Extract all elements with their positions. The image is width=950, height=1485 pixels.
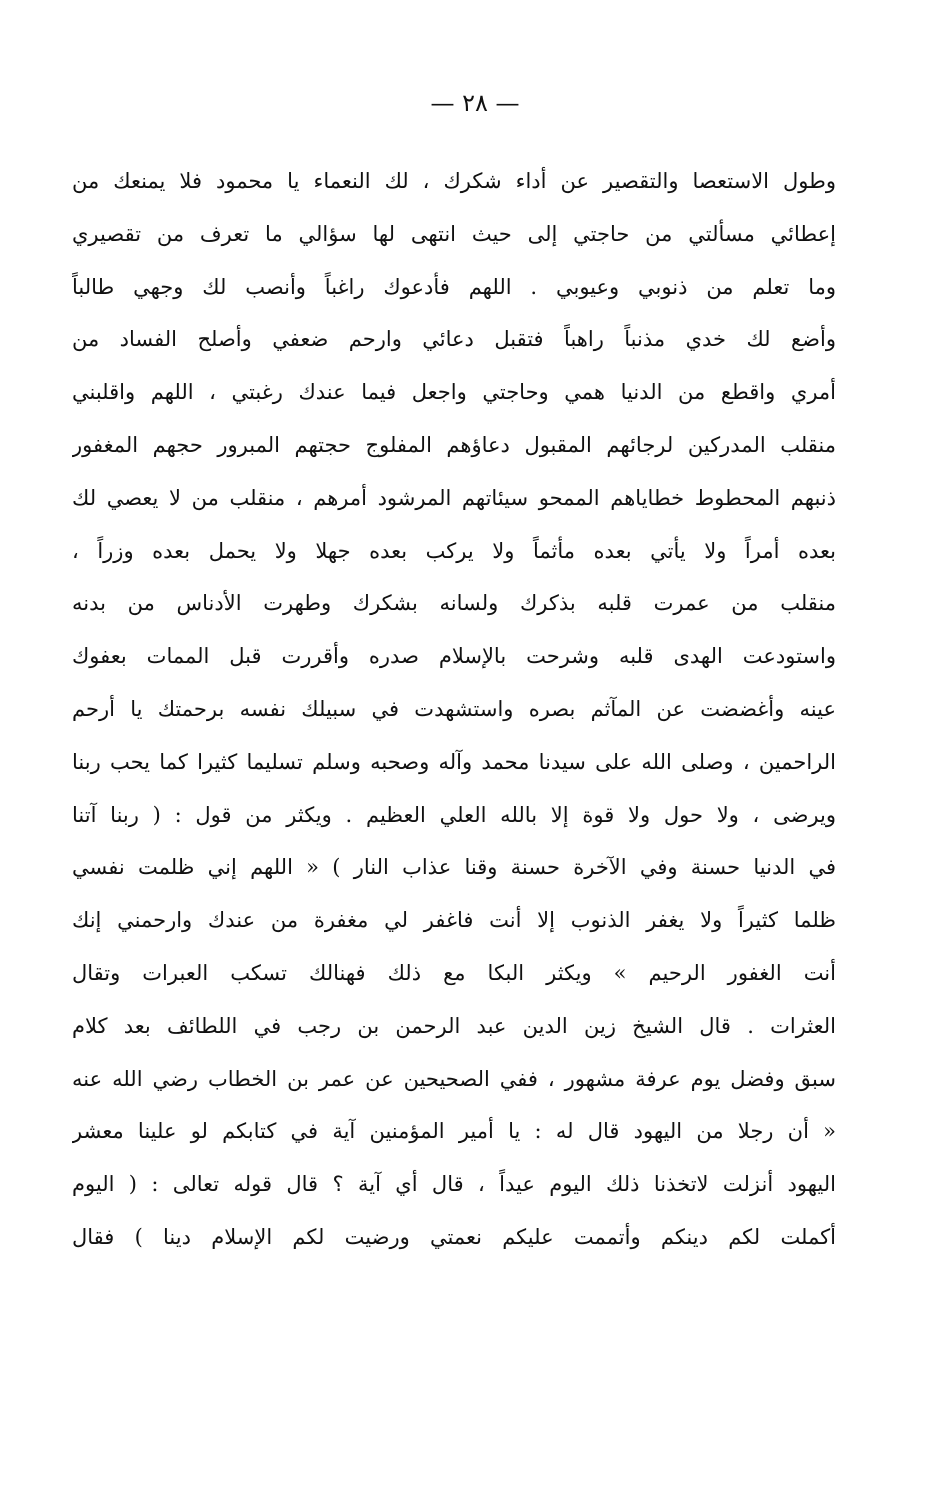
text-line: وما تعلم من ذنوبي وعيوبي . اللهم فأدعوك راغباً وأنصب لك وجهي طالباً: [72, 274, 836, 299]
text-line: عينه وأغضضت عن المآثم بصره واستشهدت في سبيلك نفسه برحمتك يا أرحم: [72, 696, 836, 721]
text-line: ظلما كثيراً ولا يغفر الذنوب إلا أنت فاغفر لي مغفرة من عندك وارحمني إنك: [72, 908, 836, 933]
body-text: [72, 155, 836, 1264]
page-number: — ٢٨ —: [430, 89, 520, 117]
text-line: ذنبهم المحطوط خطاياهم الممحو سيئاتهم المرشود أمرهم ، منقلب من لا يعصي لك: [72, 485, 836, 510]
text-line: وأضع لك خدي مذنباً راهباً فتقبل دعائي وارحم ضعفي وأصلح الفساد من: [72, 327, 836, 352]
text-line: أنت الغفور الرحيم » ويكثر البكا مع ذلك فهنالك تسكب العبرات وتقال: [72, 960, 836, 985]
text-line: اليهود أنزلت لاتخذنا ذلك اليوم عيداً ، قال أي آية ؟ قال قوله تعالى : ( اليوم: [72, 1172, 836, 1197]
text-line: العثرات . قال الشيخ زين الدين عبد الرحمن بن رجب في اللطائف بعد كلام: [72, 1013, 836, 1038]
text-line: واستودعت الهدى قلبه وشرحت بالإسلام صدره وأقررت قبل الممات بعفوك: [72, 644, 836, 669]
text-line: الراحمين ، وصلى الله على سيدنا محمد وآله وصحبه وسلم تسليما كثيرا كما يحب ربنا: [72, 749, 836, 774]
text-line: ويرضى ، ولا حول ولا قوة إلا بالله العلي العظيم . ويكثر من قول : ( ربنا آتنا: [72, 802, 836, 827]
text-line: سبق وفضل يوم عرفة مشهور ، ففي الصحيحين عن عمر بن الخطاب رضي الله عنه: [72, 1066, 836, 1091]
text-line: بعده أمراً ولا يأتي بعده مأثماً ولا يركب بعده جهلا ولا يحمل بعده وزراً ،: [72, 538, 836, 563]
text-line: « أن رجلا من اليهود قال له : يا أمير المؤمنين آية في كتابكم لو علينا معشر: [72, 1119, 836, 1144]
text-line: أكملت لكم دينكم وأتممت عليكم نعمتي ورضيت لكم الإسلام دينا ) فقال: [72, 1224, 836, 1249]
text-line: منقلب المدركين لرجائهم المقبول دعاؤهم المفلوج حجتهم المبرور حجهم المغفور: [72, 432, 836, 457]
text-line: في الدنيا حسنة وفي الآخرة حسنة وقنا عذاب النار ) « اللهم إني ظلمت نفسي: [72, 855, 836, 880]
text-line: أمري واقطع من الدنيا همي وحاجتي واجعل فيما عندك رغبتي ، اللهم واقلبني: [72, 380, 836, 405]
text-line: إعطائي مسألتي من حاجتي إلى حيث انتهى لها سؤالي ما تعرف من تقصيري: [72, 221, 836, 246]
text-line: وطول الاستعصا والتقصير عن أداء شكرك ، لك النعماء يا محمود فلا يمنعك من: [72, 169, 836, 193]
text-line: منقلب من عمرت قلبه بذكرك ولسانه بشكرك وطهرت الأدناس من بدنه: [72, 591, 836, 616]
